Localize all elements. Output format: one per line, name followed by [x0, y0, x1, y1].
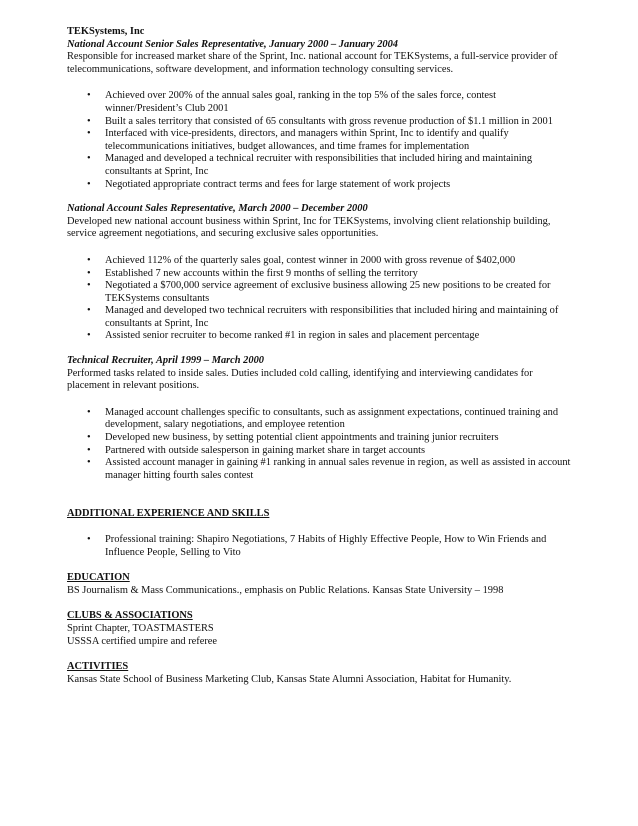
- section-heading-clubs: CLUBS & ASSOCIATIONS: [67, 610, 193, 622]
- bullet-icon: •: [87, 153, 91, 165]
- achievement-list: [67, 255, 572, 343]
- list-item: • Negotiated appropriate contract terms and fees for large statement of work projects: [87, 178, 451, 190]
- bullet-icon: •: [87, 267, 91, 279]
- job-description: Performed tasks related to inside sales. Duties included cold calling, identifying and interviewing candidates for placement in relevant positions.: [67, 367, 533, 392]
- achievement-list: [67, 90, 572, 191]
- list-item: • Established 7 new accounts within the first 9 months of selling the territory: [87, 267, 418, 279]
- bullet-icon: •: [87, 457, 91, 469]
- bullet-icon: •: [87, 305, 91, 317]
- bullet-icon: •: [87, 330, 91, 342]
- bullet-icon: •: [87, 115, 91, 127]
- list-item: • Developed new business, by setting potential client appointments and training junior recruiters: [87, 432, 499, 444]
- section-heading-education: EDUCATION: [67, 572, 130, 584]
- list-item: • Professional training: Shapiro Negotiations, 7 Habits of Highly Effective People, How to Win Friends and Influence People, Selling to Vito: [87, 534, 547, 558]
- bullet-icon: •: [87, 534, 91, 545]
- bullet-icon: •: [87, 444, 91, 456]
- list-item: • Assisted account manager in gaining #1 ranking in annual sales revenue in region, as well as assisted in account manager hitting fourth sales contest: [87, 457, 571, 481]
- list-item: • Built a sales territory that consisted of 65 consultants with gross revenue production of $1.1 million in 2001: [87, 115, 553, 127]
- resume-page: [67, 26, 572, 686]
- section-heading-additional: ADDITIONAL EXPERIENCE AND SKILLS: [67, 508, 270, 520]
- club-line: USSSA certified umpire and referee: [67, 635, 218, 647]
- job-description: Responsible for increased market share of the Sprint, Inc. national account for TEKSystems, a full-service provider of telecommunications, software development, and information technology consulting services.: [67, 51, 558, 75]
- achievement-list: [67, 407, 572, 483]
- education-line: BS Journalism & Mass Communications., emphasis on Public Relations. Kansas State University – 1998: [67, 584, 504, 596]
- activities-line: Kansas State School of Business Marketing Club, Kansas State Alumni Association, Habitat for Humanity.: [67, 673, 512, 685]
- list-item: • Achieved 112% of the quarterly sales goal, contest winner in 2000 with gross revenue of $402,000: [87, 254, 516, 266]
- bullet-icon: •: [87, 432, 91, 444]
- list-item: • Achieved over 200% of the annual sales goal, ranking in the top 5% of the sales force, contest winner/President’s Club 2001: [87, 90, 496, 114]
- list-item: • Interfaced with vice-presidents, directors, and managers within Sprint, Inc to identify and qualify telecommunications initiatives, budget allowances, and time frames for implementation: [87, 128, 509, 152]
- job-title-sales-rep: National Account Sales Representative, March 2000 – December 2000: [67, 203, 368, 215]
- bullet-icon: •: [87, 406, 91, 418]
- company-name: TEKSystems, Inc: [67, 26, 145, 37]
- list-item: • Negotiated a $700,000 service agreement of exclusive business allowing 25 new positions to be created for TEKSystems consultants: [87, 280, 551, 304]
- section-heading-activities: ACTIVITIES: [67, 661, 129, 673]
- bullet-icon: •: [87, 254, 91, 266]
- list-item: • Managed and developed a technical recruiter with responsibilities that included hiring and maintaining consultants at Sprint, Inc: [87, 153, 533, 177]
- club-line: Sprint Chapter, TOASTMASTERS: [67, 622, 214, 634]
- list-item: • Assisted senior recruiter to become ranked #1 in region in sales and placement percentage: [87, 330, 480, 342]
- job-description: Developed new national account business within Sprint, Inc for TEKSystems, involving client relationship building, service agreement negotiations, and securing exclusive sales opportunities.: [67, 215, 551, 240]
- list-item: • Managed and developed two technical recruiters with responsibilities that included hiring and maintaining of consultants at Sprint, Inc: [87, 305, 559, 329]
- job-title-technical-recruiter: Technical Recruiter, April 1999 – March 2000: [67, 355, 264, 367]
- job-title-senior-sales-rep: National Account Senior Sales Representative, January 2000 – January 2004: [67, 38, 398, 50]
- list-item: • Managed account challenges specific to consultants, such as assignment expectations, continued training and development, salary negotiations, and employee retention: [87, 406, 559, 431]
- bullet-icon: •: [87, 90, 91, 102]
- bullet-icon: •: [87, 128, 91, 140]
- list-item: • Partnered with outside salesperson in gaining market share in target accounts: [87, 444, 426, 456]
- bullet-icon: •: [87, 178, 91, 190]
- skills-list: [67, 534, 572, 559]
- bullet-icon: •: [87, 280, 91, 292]
